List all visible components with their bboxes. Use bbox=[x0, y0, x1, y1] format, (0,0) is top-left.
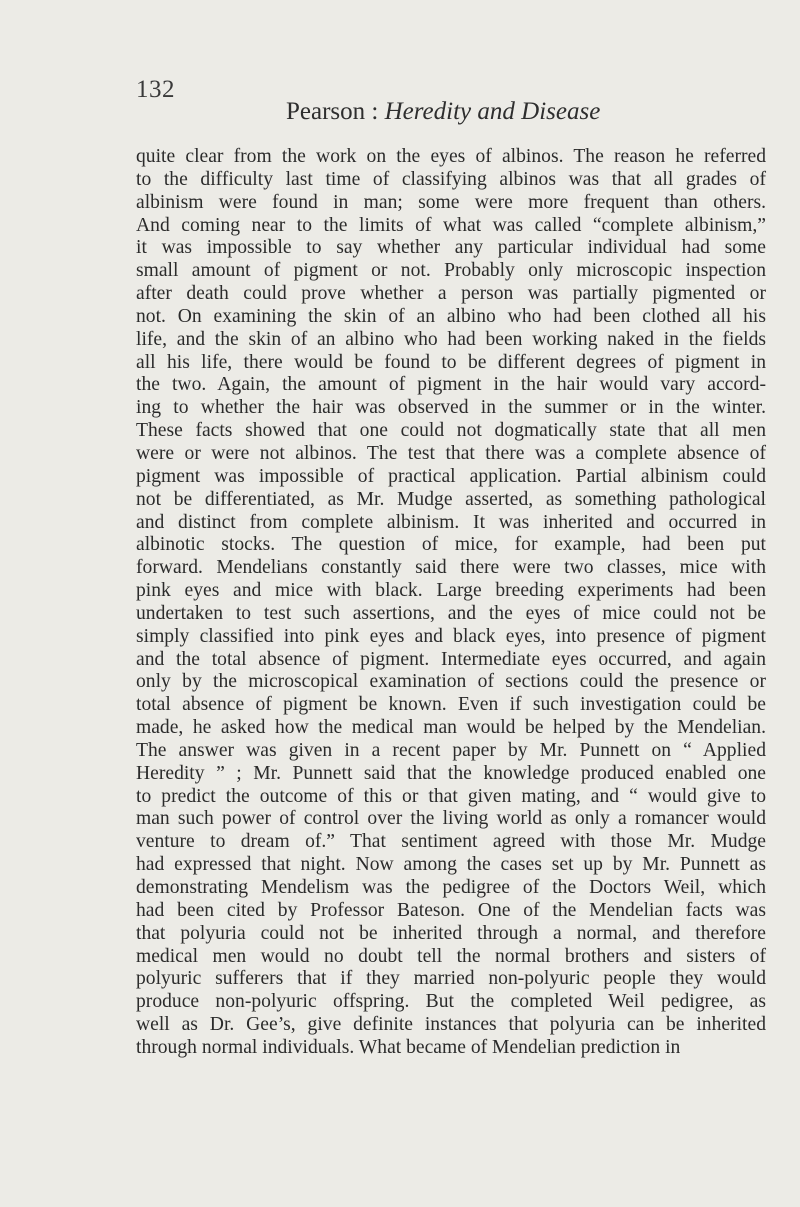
body-text bbox=[136, 146, 766, 1060]
text-line: had expressed that night. Now among the cases set up by Mr. Punnett as bbox=[136, 854, 766, 876]
text-line: albinism were found in man; some were more frequent than others. bbox=[136, 191, 766, 213]
text-line: small amount of pigment or not. Probably only microscopic inspection bbox=[136, 260, 766, 282]
text-line: well as Dr. Gee’s, give definite instances that polyuria can be inherited bbox=[136, 1014, 766, 1036]
text-line: undertaken to test such assertions, and the eyes of mice could not be bbox=[136, 602, 766, 624]
text-line: made, he asked how the medical man would be helped by the Mendelian. bbox=[136, 717, 766, 739]
text-line: that polyuria could not be inherited through a normal, and therefore bbox=[136, 922, 766, 944]
text-line: were or were not albinos. The test that there was a complete absence of bbox=[136, 442, 766, 464]
text-line: medical men would no doubt tell the normal brothers and sisters of bbox=[136, 945, 766, 967]
running-head-title: Heredity and Disease bbox=[384, 98, 601, 125]
text-line: These facts showed that one could not dogmatically state that all men bbox=[136, 420, 766, 442]
text-line: to the difficulty last time of classifying albinos was that all grades of bbox=[136, 168, 766, 190]
text-line: demonstrating Mendelism was the pedigree of the Doctors Weil, which bbox=[136, 877, 766, 898]
running-head-author: Pearson bbox=[286, 98, 366, 125]
text-line: and the total absence of pigment. Intermediate eyes occurred, and again bbox=[136, 648, 766, 670]
text-line: all his life, there would be found to be different degrees of pigment in bbox=[136, 351, 766, 373]
text-line: not be differentiated, as Mr. Mudge asserted, as something pathological bbox=[136, 488, 766, 510]
text-line: simply classified into pink eyes and black eyes, into presence of pigment bbox=[136, 625, 766, 647]
running-head-separator: : bbox=[365, 98, 385, 125]
text-line: ing to whether the hair was observed in the summer or in the winter. bbox=[136, 397, 766, 419]
text-line: it was impossible to say whether any particular individual had some bbox=[136, 237, 766, 259]
text-line: The answer was given in a recent paper by Mr. Punnett on “ Applied bbox=[136, 739, 766, 761]
text-line: not. On examining the skin of an albino who had been clothed all his bbox=[136, 305, 766, 327]
text-line: through normal individuals. What became of Mendelian prediction in bbox=[136, 1036, 681, 1058]
text-line: life, and the skin of an albino who had been working naked in the fields bbox=[136, 328, 766, 350]
text-line: And coming near to the limits of what was called “complete albinism,” bbox=[136, 214, 766, 236]
text-line: had been cited by Professor Bateson. One of the Mendelian facts was bbox=[136, 899, 766, 921]
text-line: pigment was impossible of practical application. Partial albinism could bbox=[136, 465, 766, 487]
text-line: quite clear from the work on the eyes of albinos. The reason he referred bbox=[136, 146, 766, 167]
text-line: albinotic stocks. The question of mice, for example, had been put bbox=[136, 534, 766, 556]
text-line: after death could prove whether a person was partially pigmented or bbox=[136, 283, 766, 305]
text-line: man such power of control over the living world as only a romancer would bbox=[136, 808, 766, 830]
text-line: total absence of pigment be known. Even if such investigation could be bbox=[136, 694, 766, 716]
running-head bbox=[286, 98, 600, 126]
text-line: produce non-polyuric offspring. But the completed Weil pedigree, as bbox=[136, 991, 766, 1013]
text-line: the two. Again, the amount of pigment in the hair would vary accord- bbox=[136, 374, 766, 396]
page-number: 132 bbox=[136, 76, 175, 103]
text-line: and distinct from complete albinism. It was inherited and occurred in bbox=[136, 511, 766, 533]
text-line: forward. Mendelians constantly said there were two classes, mice with bbox=[136, 557, 766, 579]
text-line: polyuric sufferers that if they married non-polyuric people they would bbox=[136, 968, 766, 990]
text-line: venture to dream of.” That sentiment agreed with those Mr. Mudge bbox=[136, 831, 766, 853]
text-line: Heredity ” ; Mr. Punnett said that the knowledge produced enabled one bbox=[136, 762, 766, 784]
text-line: only by the microscopical examination of sections could the presence or bbox=[136, 671, 766, 693]
text-line: pink eyes and mice with black. Large breeding experiments had been bbox=[136, 580, 766, 602]
text-line: to predict the outcome of this or that given mating, and “ would give to bbox=[136, 785, 766, 807]
